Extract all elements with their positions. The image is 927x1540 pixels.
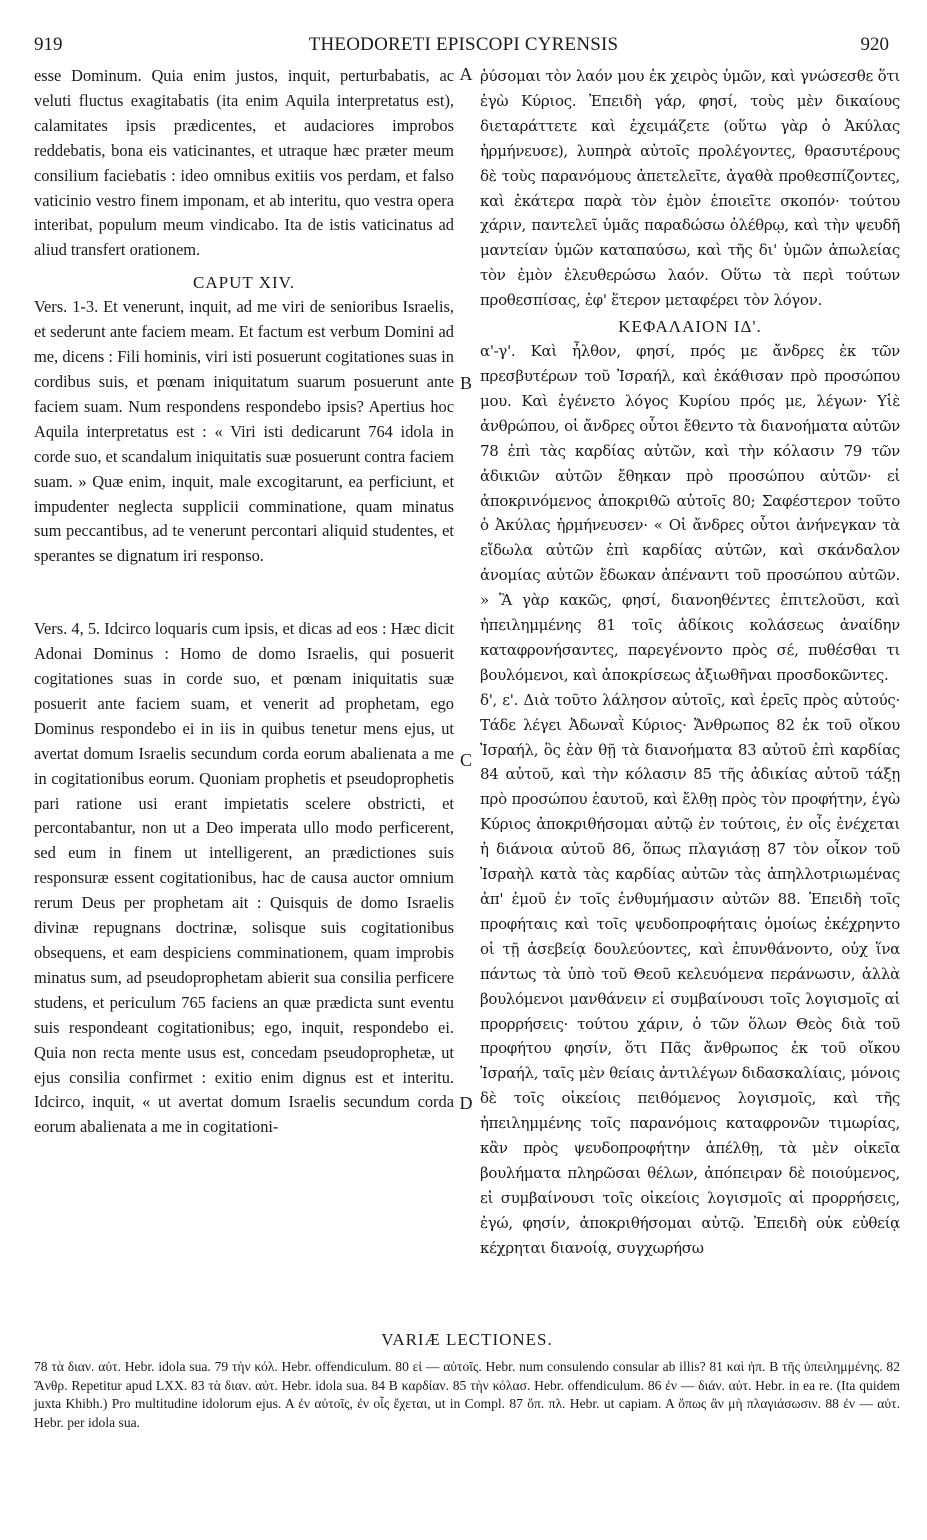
latin-chapter-heading: CAPUT XIV. — [193, 273, 295, 293]
greek-paragraph-2: α'-γ'. Καὶ ἦλθον, φησί, πρός με ἄνδρες ἐκ τῶν πρεσβυτέρων τοῦ Ἰσραήλ, καὶ ἐκάθισαν πρὸ προσώπου μου. Καὶ ἐγένετο λόγος Κυρίου πρός με, λέγων· Υἱὲ ἀνθρώπου, οἱ ἄνδρες οὗτοι ἔθεντο τὰ διανοήματα αὐτῶν 78 ἐπὶ τὰς καρδίας αὐτῶν, καὶ τὴν κόλασιν 79 τῶν ἀδικιῶν αὐτῶν ἔθηκαν πρὸ προσώπου αὐτῶν· εἰ ἀποκρινόμενος ἀποκριθῶ αὐτοῖς 80; Σαφέστερον τοῦτο ὁ Ἀκύλας ἡρμήνευσεν· « Οἱ ἄνδρες οὗτοι ἀνήνεγκαν τὰ εἴδωλα αὐτῶν ἐπὶ καρδίας αὐτῶν, καὶ σκάνδαλον ἀνομίας αὐτῶν ἔδωκαν ἀπέναντι τοῦ προσώπου αὐτῶν. » Ἃ γὰρ κακῶς, φησί, διανοηθέντες ἐπιτελοῦσι, καὶ ἠπειλημμένης 81 τοῖς ἀδίκοις κολάσεως ἀναίδην καταφρονήσαντες, παρεγένοντο πρὸς σέ, πυθέσθαι τι βουλόμενοι, καὶ ἀποκρίσεως ἀξιωθῆναι προσδοκῶντες. — [480, 342, 900, 684]
greek-chapter-heading: ΚΕΦΑΛΑΙΟΝ ΙΔ'. — [618, 317, 762, 337]
section-gap — [34, 569, 454, 617]
variae-text: 78 τὰ διαν. αὐτ. Hebr. idola sua. 79 τὴν κόλ. Hebr. offendiculum. 80 εἰ — αὐτοῖς. Hebr. num consulendo consular ab illis? 81 καὶ ἠπ. B τῆς ὑπειλημμένης. 82 Ἄνθρ. Repetitur apud LXX. 83 τὰ διαν. αὐτ. Hebr. idola sua. 84 B καρδίαν. 85 τὴν κόλασ. Hebr. offendiculum. 86 ἐν — διάν. αὐτ. Hebr. in ea re. (Ita quidem juxta Khibh.) Pro multitudine idolorum ejus. A ἐν αὐτοῖς, ἐν οἷς ἔχεται, ut in Compl. 87 ὅπ. πλ. Hebr. ut capiam. A ὅπως ἂν μὴ πλαγιάσωσιν. 88 ἐν — αὐτ. Hebr. per idola sua. — [34, 1359, 900, 1430]
page-number-right: 920 — [860, 34, 889, 55]
greek-column — [480, 64, 900, 1326]
margin-letter-b: B — [459, 373, 472, 393]
greek-paragraph-1: ῥύσομαι τὸν λαόν μου ἐκ χειρὸς ὑμῶν, καὶ γνώσεσθε ὅτι ἐγὼ Κύριος. Ἐπειδὴ γάρ, φησί, τοὺς μὲν δικαίους διεταράττετε καὶ ἐχειμάζετε (οὕτω γὰρ ὁ Ἀκύλας ἡρμήνευσε), λυπηρὰ αὐτοῖς προλέγοντες, θρασυτέρους δὲ τοὺς παρανόμους ἀπετελεῖτε, ἀγαθὰ προθεσπίζοντες, καὶ ἑκάτερα παρὰ τὸν ἐμὸν ἐποιεῖτε σκοπόν· τούτου χάριν, παντελεῖ ὑμᾶς παραδώσω ὀλέθρῳ, καὶ τὴν ψευδῆ μαντείαν ὑμῶν καταπαύσω, καὶ τῆς δι' ὑμῶν ἀπωλείας τὸν ἐμὸν ἐλευθερώσω λαόν. Οὕτω τὰ περὶ τούτων προθεσπίσας, ἐφ' ἕτερον μεταφέρει τὸν λόγον. — [480, 67, 900, 310]
margin-letter-a: A — [459, 64, 473, 84]
running-title: THEODORETI EPISCOPI CYRENSIS — [308, 34, 619, 55]
latin-column — [34, 64, 454, 1326]
variae-title: VARIÆ LECTIONES. — [381, 1330, 553, 1349]
margin-letter-d: D — [459, 1093, 473, 1113]
page-header — [0, 34, 927, 64]
page-number-left: 919 — [34, 34, 63, 55]
variae-lectiones — [34, 1330, 900, 1432]
latin-paragraph-2: Vers. 1-3. Et venerunt, inquit, ad me viri de senioribus Israelis, et sederunt ante faciem meam. Et factum est verbum Domini ad me, dicens : Fili hominis, viri isti posuerunt cogitationes suas in cordibus suis, et pœnam iniquitatum suarum posuerunt ante faciem suam. Num respondens respondebo ipsis? Apertius hoc Aquila interpretatus est : « Viri isti dedicarunt 764 idola in corde suo, et scandalum iniquitatis suæ posuerunt contra faciem suam. » Quæ enim, inquit, male excogitarunt, ea perficiunt, et impudenter neglecta supplicii comminatione, quam minatus sum peccantibus, ad te venerunt percontari aliquid studentes, et sperantes se dignatum iri responso. — [34, 297, 454, 566]
margin-letter-c: C — [459, 750, 472, 770]
latin-paragraph-3: Vers. 4, 5. Idcirco loquaris cum ipsis, et dicas ad eos : Hæc dicit Adonai Dominus : Homo de domo Israelis, qui posuerit cogitationes suas in corde suo, et pœnam iniquitatis suæ posuerit ante faciem suam, et venerit ad prophetam, ego Dominus respondebo ei in iis in quibus tenetur mens ejus, ut avertat domum Israelis secundum corda eorum abalienata a me in cogitationibus eorum. Quoniam prophetis et pseudoprophetis pari ratione usi erant impietatis scelere obstricti, et percontabantur, non ut a Deo imperata ullo modo perficerent, sed eum in finem ut intelligerent, an prædictiones suis responsuræ essent cogitationibus, hac de causa auctor omnium rerum Deus per prophetam ait : Quisquis de domo Israelis divinæ repugnans doctrinæ, solisque suis cogitationibus obsequens, et eam despiciens comminationem, quam improbis minatus sum, ad pseudoprophetam abierit sua consilia perficere studens, et periculum 765 faciens an quæ prædicta sunt eventu suis respondeant cogitationibus; ego, inquit, respondebo ei. Quia non recta mente usus est, concedam pseudoprophetæ, ut ejus consilia confirmet : exitio enim dignus est et interitu. Idcirco, inquit, « ut avertat domum Israelis secundum corda eorum abalienata a me in cogitationi- — [34, 619, 454, 1137]
latin-paragraph-1: esse Dominum. Quia enim justos, inquit, perturbabatis, ac veluti fluctus exagitabatis (ita enim Aquila interpretatus est), calamitates ipsis prædicentes, et audaciores improbos reddebatis, bona eis vaticinantes, et utraque hæc præter meum consilium faciebatis : ideo omnibus exitiis vos perdam, et falso vaticinio vestro finem imponam, et ab interitu, quo vestra opera interibat, populum meum vindicabo. Ita de istis vaticinatus ad aliud transfert orationem. — [34, 66, 454, 260]
greek-paragraph-3: δ', ε'. Διὰ τοῦτο λάλησον αὐτοῖς, καὶ ἐρεῖς πρὸς αὐτούς· Τάδε λέγει Ἀδωναῒ Κύριος· Ἄνθρωπος 82 ἐκ τοῦ οἴκου Ἰσραήλ, ὃς ἐὰν θῇ τὰ διανοήματα 83 αὐτοῦ ἐπὶ καρδίας 84 αὐτοῦ, καὶ τὴν κόλασιν 85 τῆς ἀδικίας αὐτοῦ τάξῃ πρὸ προσώπου ἑαυτοῦ, καὶ ἔλθῃ πρὸς τὸν προφήτην, ἐγὼ Κύριος ἀποκριθήσομαι αὐτῷ ἐν τούτοις, ἐν οἷς ἐνέχεται ἡ διάνοια αὐτοῦ 86, ὅπως πλαγιάσῃ 87 τὸν οἶκον τοῦ Ἰσραὴλ κατὰ τὰς καρδίας αὐτῶν τὰς ἀπηλλοτριωμένας ἀπ' ἐμοῦ ἐν τοῖς ἐνθυμήμασιν αὐτῶν 88. Ἐπειδὴ τοῖς προφήταις καὶ τοῖς ψευδοπροφήταις ὁμοίως ἐκέχρηντο οἱ τῇ ἀσεβείᾳ δουλεύοντες, καὶ ἐπυνθάνοντο, οὐχ ἵνα πάντως τὰ ὑπὸ τοῦ Θεοῦ κελευόμενα περάνωσιν, ἀλλὰ βουλόμενοι μανθάνειν εἰ συμβαίνουσι τοῖς λογισμοῖς αἱ προρρήσεις· τούτου χάριν, ὁ τῶν ὅλων Θεὸς διὰ τοῦ προφήτου φησίν, ὅτι Πᾶς ἄνθρωπος ἐκ τοῦ οἴκου Ἰσραήλ, ταῖς μὲν θείαις ἀντιλέγων διδασκαλίαις, μόνοις δὲ τοῖς οἰκείοις πειθόμενος λογισμοῖς, καὶ τῆς ἠπειλημμένης τοῖς παρανόμοις καταφρονῶν τιμωρίας, κἂν πρὸς ψευδοπροφήτην ἀπέλθῃ, τὰ μὲν οἰκεῖα βουλήματα πληρῶσαι θέλων, ἀπόπειραν δὲ ποιούμενος, εἰ συμβαίνουσι τοῖς οἰκείοις λογισμοῖς αἱ προρρήσεις, ἐγώ, φησίν, ἀποκριθήσομαι αὐτῷ. Ἐπειδὴ οὐκ εὐθείᾳ κέχρηται διανοίᾳ, συγχωρήσω — [480, 690, 900, 1257]
